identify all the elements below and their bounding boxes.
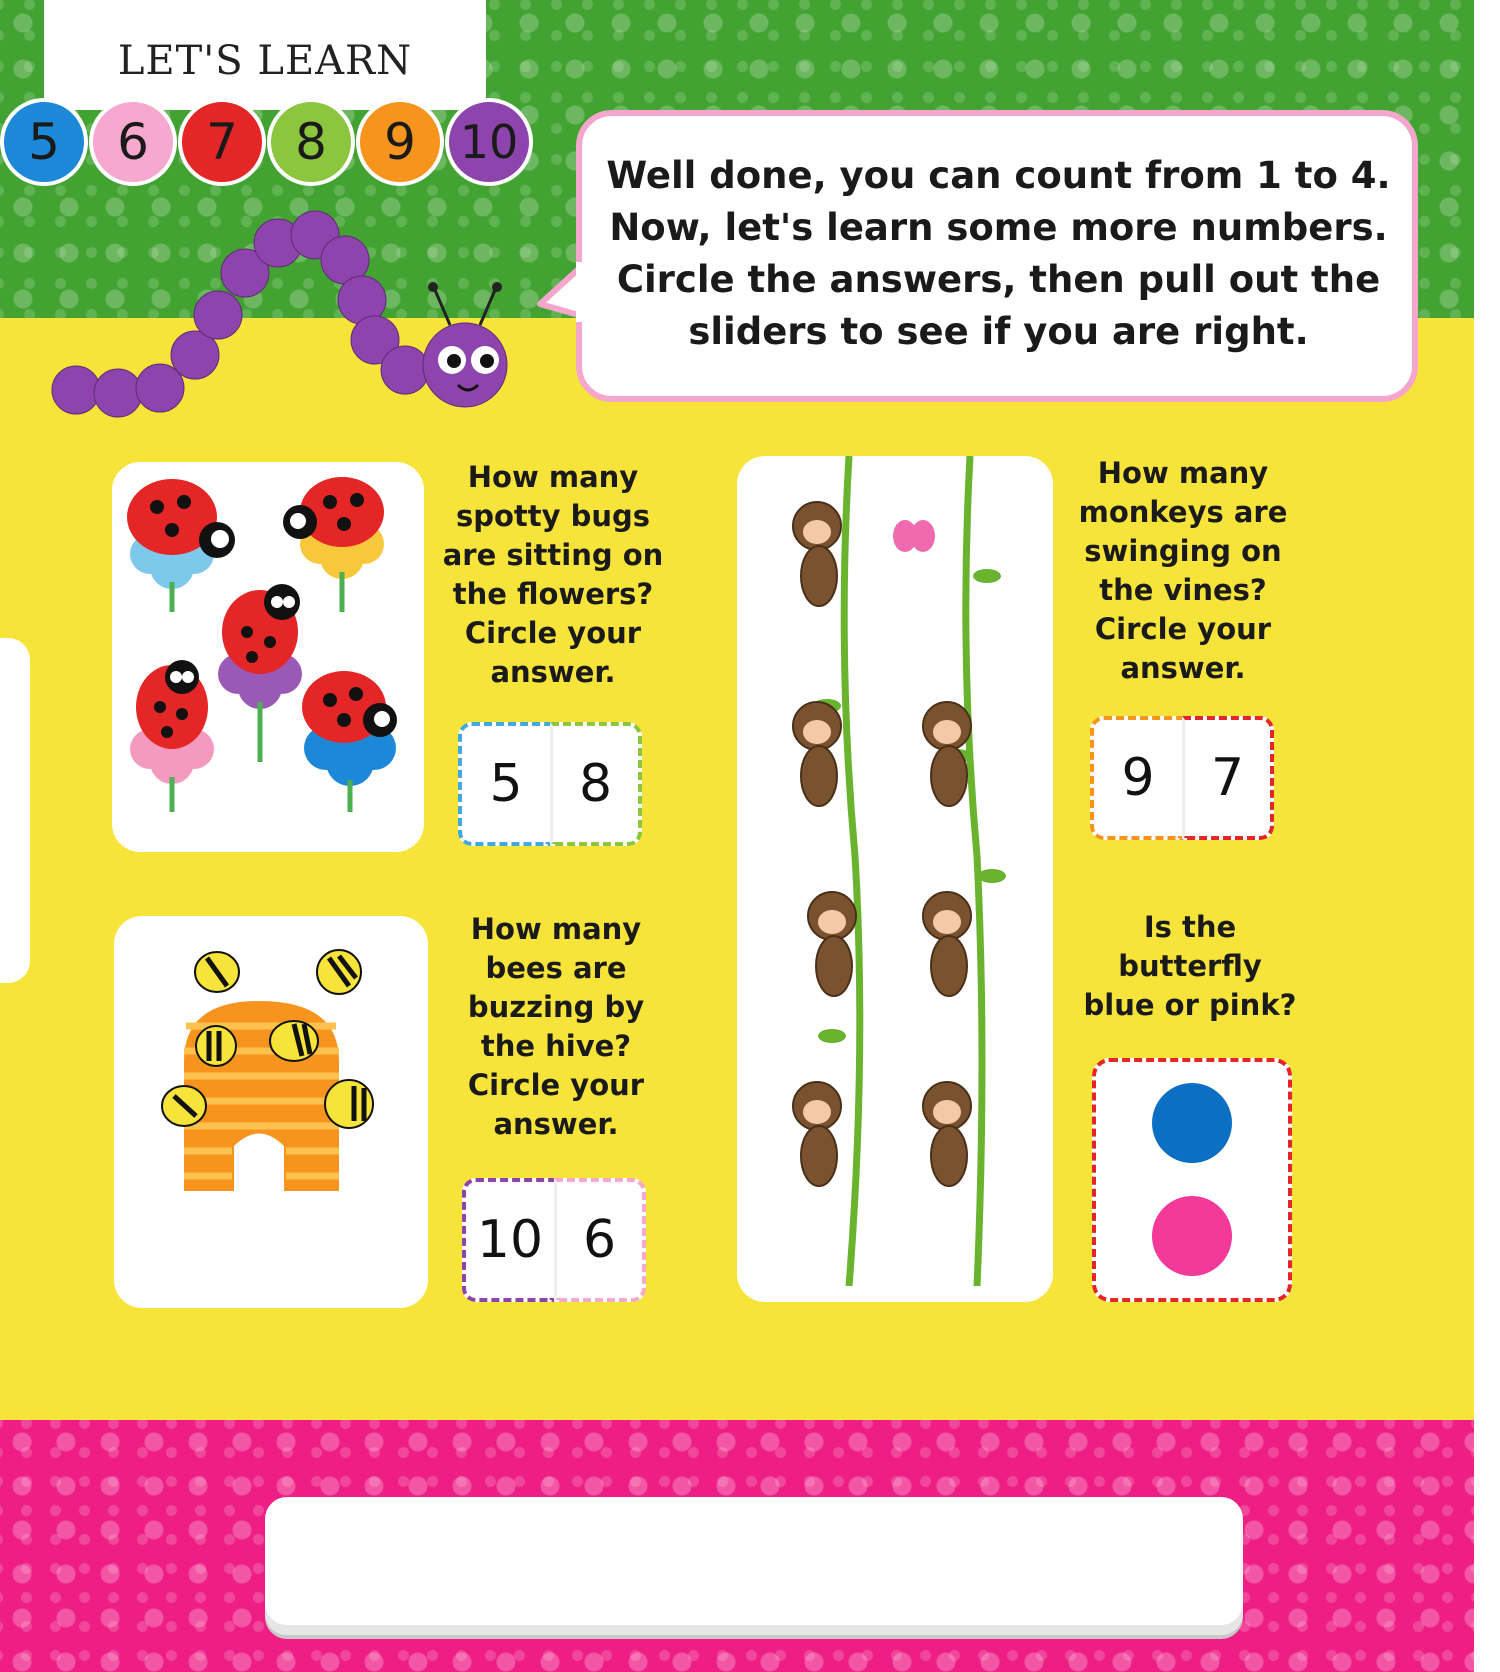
question-line: are sitting on <box>442 538 664 572</box>
caterpillar-illustration <box>40 205 520 435</box>
question-line: Circle your <box>464 616 642 650</box>
question-monkeys <box>1068 454 1298 688</box>
ladybug-flowers-illustration <box>112 462 424 852</box>
question-line: blue or pink? <box>1083 988 1297 1022</box>
question-spotty-bugs <box>438 458 668 692</box>
speech-line: Circle the answers, then pull out the <box>616 258 1381 301</box>
answer-box-bees <box>462 1178 646 1302</box>
question-line: swinging on <box>1084 534 1282 568</box>
speech-text <box>596 150 1401 358</box>
question-line: buzzing by <box>467 990 645 1024</box>
blue-color-option[interactable] <box>1152 1083 1232 1163</box>
number-badge-10: 10 <box>445 98 533 186</box>
question-line: How many <box>1097 456 1269 490</box>
answer-option[interactable]: 8 <box>550 722 642 846</box>
question-line: Circle your <box>467 1068 645 1102</box>
question-line: the vines? <box>1099 573 1267 607</box>
answer-option[interactable]: 6 <box>554 1178 646 1302</box>
answer-option[interactable]: 10 <box>462 1178 554 1302</box>
question-line: How many <box>470 912 642 946</box>
question-line: the flowers? <box>452 577 654 611</box>
number-badge-6: 6 <box>89 98 177 186</box>
answer-slider-slot[interactable] <box>265 1497 1243 1635</box>
question-line: monkeys are <box>1078 495 1288 529</box>
page-edge <box>1474 0 1500 1672</box>
speech-line: Well done, you can count from 1 to 4. <box>606 154 1391 197</box>
number-badge-8: 8 <box>267 98 355 186</box>
speech-line: sliders to see if you are right. <box>688 310 1309 353</box>
answer-option[interactable]: 9 <box>1090 716 1182 840</box>
number-badge-7: 7 <box>178 98 266 186</box>
speech-bubble-tail <box>536 262 586 322</box>
answer-box-bugs <box>458 722 642 846</box>
question-line: butterfly <box>1118 949 1262 983</box>
answer-option[interactable]: 7 <box>1182 716 1274 840</box>
monkeys-vines-illustration <box>737 456 1053 1302</box>
left-pull-tab[interactable] <box>0 638 30 983</box>
question-line: Is the <box>1143 910 1237 944</box>
question-bees <box>440 910 672 1144</box>
question-line: answer. <box>490 655 616 689</box>
answer-option[interactable]: 5 <box>458 722 550 846</box>
question-line: the hive? <box>480 1029 632 1063</box>
question-line: How many <box>467 460 639 494</box>
question-line: answer. <box>1120 651 1246 685</box>
speech-line: Now, let's learn some more numbers. <box>609 206 1388 249</box>
question-line: bees are <box>485 951 627 985</box>
number-badge-9: 9 <box>356 98 444 186</box>
page-title: LET'S LEARN <box>117 38 413 84</box>
question-line: answer. <box>493 1107 619 1141</box>
number-badge-5: 5 <box>0 98 88 186</box>
question-line: Circle your <box>1094 612 1272 646</box>
question-butterfly <box>1070 908 1310 1025</box>
bees-hive-illustration <box>114 916 428 1308</box>
pink-color-option[interactable] <box>1152 1196 1232 1276</box>
question-line: spotty bugs <box>455 499 651 533</box>
answer-box-monkeys <box>1090 716 1274 840</box>
